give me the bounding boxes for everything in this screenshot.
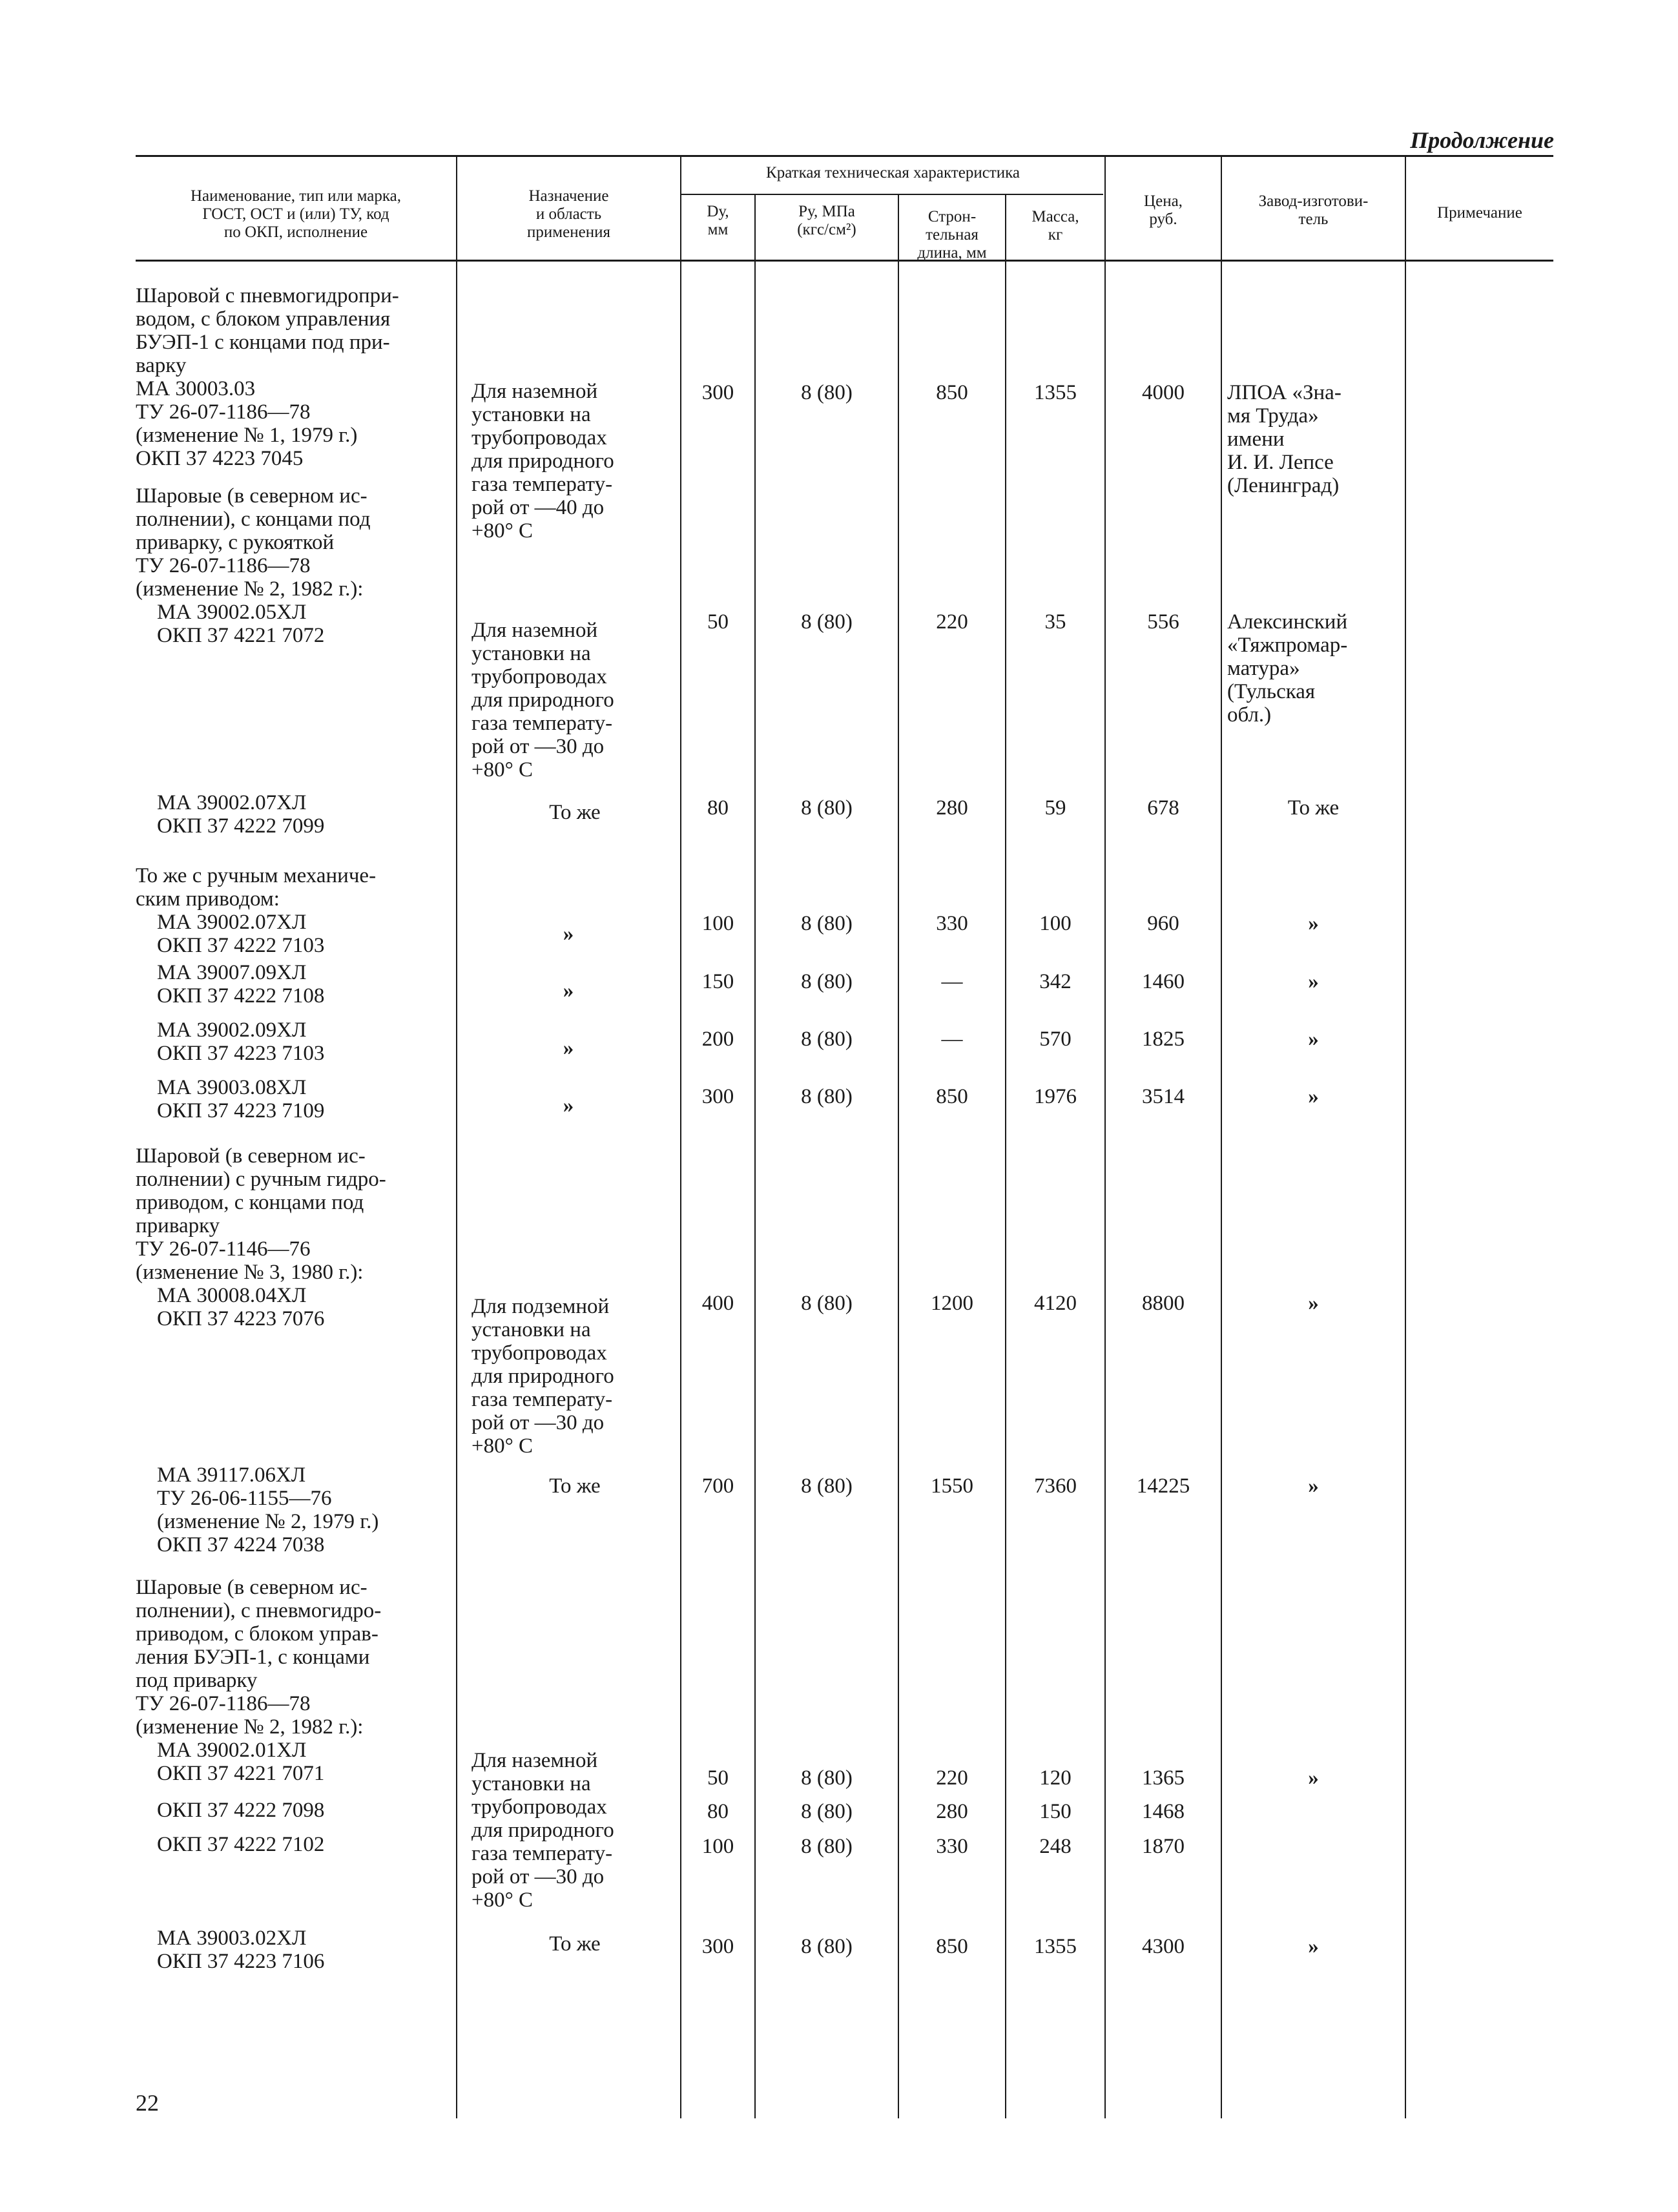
col-sep [898, 194, 899, 2118]
col-sep [1104, 155, 1106, 2118]
header-length: Строн- тельная длина, мм [917, 208, 987, 262]
cell-mass: 7360 [1034, 1474, 1077, 1498]
cell-mass: 1976 [1034, 1085, 1077, 1108]
cell-dy: 50 [707, 610, 729, 634]
cell-length: 850 [936, 1935, 968, 1958]
cell-price: 556 [1147, 610, 1179, 634]
cell-price: 3514 [1142, 1085, 1185, 1108]
cell-dy: 700 [701, 1474, 734, 1498]
cell-py: 8 (80) [801, 381, 853, 404]
cell-mass: 1355 [1034, 381, 1077, 404]
rule-group [680, 194, 1103, 195]
cell-price: 14225 [1136, 1474, 1190, 1498]
header-maker: Завод-изготови- тель [1258, 192, 1369, 228]
cell-price: 1468 [1142, 1800, 1185, 1823]
cell-length: — [941, 1028, 963, 1051]
header-price: Цена, руб. [1144, 192, 1183, 228]
header-note: Примечание [1437, 204, 1522, 222]
header-dy: Dу, мм [707, 203, 729, 238]
cell-price: 1365 [1142, 1766, 1185, 1790]
page-header: Продолжение [1410, 127, 1554, 153]
cell-maker: То же [1287, 796, 1340, 820]
cell-length: — [941, 970, 963, 993]
item-description: МА 39002.09ХЛ ОКП 37 4223 7103 [157, 1018, 325, 1065]
cell-price: 8800 [1142, 1292, 1185, 1315]
purpose-cell: Для наземной установки на трубопроводах для природного газа температу- рой от —30 до +80° С [471, 619, 614, 781]
cell-maker: » [1308, 1085, 1319, 1108]
cell-price: 4300 [1142, 1935, 1185, 1958]
cell-maker: » [1308, 1474, 1319, 1498]
header-purpose: Назначение и область применения [527, 187, 610, 241]
cell-length: 220 [936, 1766, 968, 1790]
cell-maker: ЛПОА «Зна- мя Труда» имени И. И. Лепсе (Ленинград) [1227, 381, 1341, 497]
cell-py: 8 (80) [801, 1292, 853, 1315]
cell-price: 4000 [1142, 381, 1185, 404]
cell-mass: 120 [1039, 1766, 1072, 1790]
rule-top [136, 155, 1553, 157]
cell-dy: 400 [701, 1292, 734, 1315]
purpose-cell: Для наземной установки на трубопроводах для природного газа температу- рой от —30 до +80° С [471, 1749, 614, 1912]
header-py: Pу, МПа (кгс/см²) [797, 203, 856, 238]
item-description: Шаровой (в северном ис- полнении) с ручным гидро- приводом, с концами под приварку ТУ 26-07-1146—76 (изменение № 3, 1980 г.): МА 30008.04ХЛ ОКП 37 4223 7076 [136, 1144, 386, 1330]
cell-py: 8 (80) [801, 912, 853, 935]
item-description: МА 39002.07ХЛ ОКП 37 4222 7099 [157, 791, 325, 838]
cell-length: 280 [936, 1800, 968, 1823]
cell-py: 8 (80) [801, 796, 853, 820]
purpose-cell: » [563, 1037, 574, 1060]
purpose-cell: То же [549, 801, 601, 824]
item-description: ОКП 37 4222 7098 [136, 1799, 325, 1822]
cell-dy: 300 [701, 1935, 734, 1958]
cell-py: 8 (80) [801, 1085, 853, 1108]
header-tech: Краткая техническая характеристика [766, 164, 1020, 181]
purpose-cell: Для подземной установки на трубопроводах для природного газа температу- рой от —30 до +80° С [471, 1295, 614, 1458]
purpose-cell: » [563, 1094, 574, 1117]
cell-dy: 100 [701, 912, 734, 935]
cell-length: 850 [936, 381, 968, 404]
cell-mass: 248 [1039, 1835, 1072, 1858]
cell-length: 850 [936, 1085, 968, 1108]
cell-dy: 150 [701, 970, 734, 993]
item-description: МА 39117.06ХЛ ТУ 26-06-1155—76 (изменение № 2, 1979 г.) ОКП 37 4224 7038 [157, 1463, 379, 1556]
cell-length: 280 [936, 796, 968, 820]
cell-dy: 80 [707, 796, 729, 820]
cell-dy: 100 [701, 1835, 734, 1858]
item-description: То же с ручным механиче- ским приводом: МА 39002.07ХЛ ОКП 37 4222 7103 [136, 864, 377, 957]
item-description: МА 39003.08ХЛ ОКП 37 4223 7109 [157, 1076, 325, 1122]
cell-py: 8 (80) [801, 970, 853, 993]
cell-mass: 35 [1044, 610, 1066, 634]
cell-maker: Алексинский «Тяжпромар- матура» (Тульская обл.) [1227, 610, 1348, 727]
cell-maker: » [1308, 1935, 1319, 1958]
cell-price: 1870 [1142, 1835, 1185, 1858]
col-sep [1221, 155, 1222, 2118]
cell-length: 1550 [931, 1474, 973, 1498]
purpose-cell: » [563, 922, 574, 946]
cell-maker: » [1308, 1292, 1319, 1315]
cell-length: 330 [936, 912, 968, 935]
cell-price: 1825 [1142, 1028, 1185, 1051]
cell-dy: 200 [701, 1028, 734, 1051]
cell-dy: 300 [701, 381, 734, 404]
cell-py: 8 (80) [801, 1766, 853, 1790]
cell-dy: 50 [707, 1766, 729, 1790]
header-mass: Масса, кг [1031, 208, 1079, 243]
cell-length: 220 [936, 610, 968, 634]
item-description: Шаровые (в северном ис- полнении), с концами под приварку, с рукояткой ТУ 26-07-1186—78 (изменение № 2, 1982 г.): МА 39002.05ХЛ ОКП 37 4221 7072 [136, 484, 371, 647]
cell-maker: » [1308, 1766, 1319, 1790]
col-sep [456, 155, 457, 2118]
cell-py: 8 (80) [801, 610, 853, 634]
cell-dy: 80 [707, 1800, 729, 1823]
cell-maker: » [1308, 1028, 1319, 1051]
cell-mass: 59 [1044, 796, 1066, 820]
cell-mass: 570 [1039, 1028, 1072, 1051]
item-description: МА 39003.02ХЛ ОКП 37 4223 7106 [157, 1927, 325, 1973]
col-sep [680, 155, 681, 2118]
cell-dy: 300 [701, 1085, 734, 1108]
cell-py: 8 (80) [801, 1835, 853, 1858]
rule-head [136, 260, 1553, 262]
cell-length: 330 [936, 1835, 968, 1858]
cell-py: 8 (80) [801, 1935, 853, 1958]
cell-length: 1200 [931, 1292, 973, 1315]
header-name: Наименование, тип или марка, ГОСТ, ОСТ и (или) ТУ, код по ОКП, исполнение [190, 187, 402, 241]
cell-mass: 100 [1039, 912, 1072, 935]
cell-py: 8 (80) [801, 1028, 853, 1051]
cell-py: 8 (80) [801, 1800, 853, 1823]
cell-maker: » [1308, 912, 1319, 935]
cell-price: 678 [1147, 796, 1179, 820]
purpose-cell: То же [549, 1932, 601, 1956]
cell-mass: 150 [1039, 1800, 1072, 1823]
item-description: ОКП 37 4222 7102 [136, 1833, 325, 1856]
page-number: 22 [136, 2090, 159, 2116]
purpose-cell: » [563, 979, 574, 1002]
cell-maker: » [1308, 970, 1319, 993]
cell-mass: 1355 [1034, 1935, 1077, 1958]
cell-mass: 342 [1039, 970, 1072, 993]
item-description: Шаровые (в северном ис- полнении), с пневмогидро- приводом, с блоком управ- ления БУЭП-1, с концами под приварку ТУ 26-07-1186—78 (изменение № 2, 1982 г.): МА 39002.01ХЛ ОКП 37 4221 7071 [136, 1576, 382, 1785]
item-description: Шаровой с пневмогидропри- водом, с блоком управления БУЭП-1 с концами под при- варку МА 30003.03 ТУ 26-07-1186—78 (изменение № 1, 1979 г.) ОКП 37 4223 7045 [136, 284, 399, 470]
col-sep [1405, 155, 1406, 2118]
cell-price: 960 [1147, 912, 1179, 935]
col-sep [754, 194, 756, 2118]
cell-mass: 4120 [1034, 1292, 1077, 1315]
cell-py: 8 (80) [801, 1474, 853, 1498]
cell-price: 1460 [1142, 970, 1185, 993]
purpose-cell: Для наземной установки на трубопроводах для природного газа температу- рой от —40 до +80° С [471, 380, 614, 543]
col-sep [1005, 194, 1006, 2118]
item-description: МА 39007.09ХЛ ОКП 37 4222 7108 [157, 961, 325, 1008]
purpose-cell: То же [549, 1474, 601, 1498]
